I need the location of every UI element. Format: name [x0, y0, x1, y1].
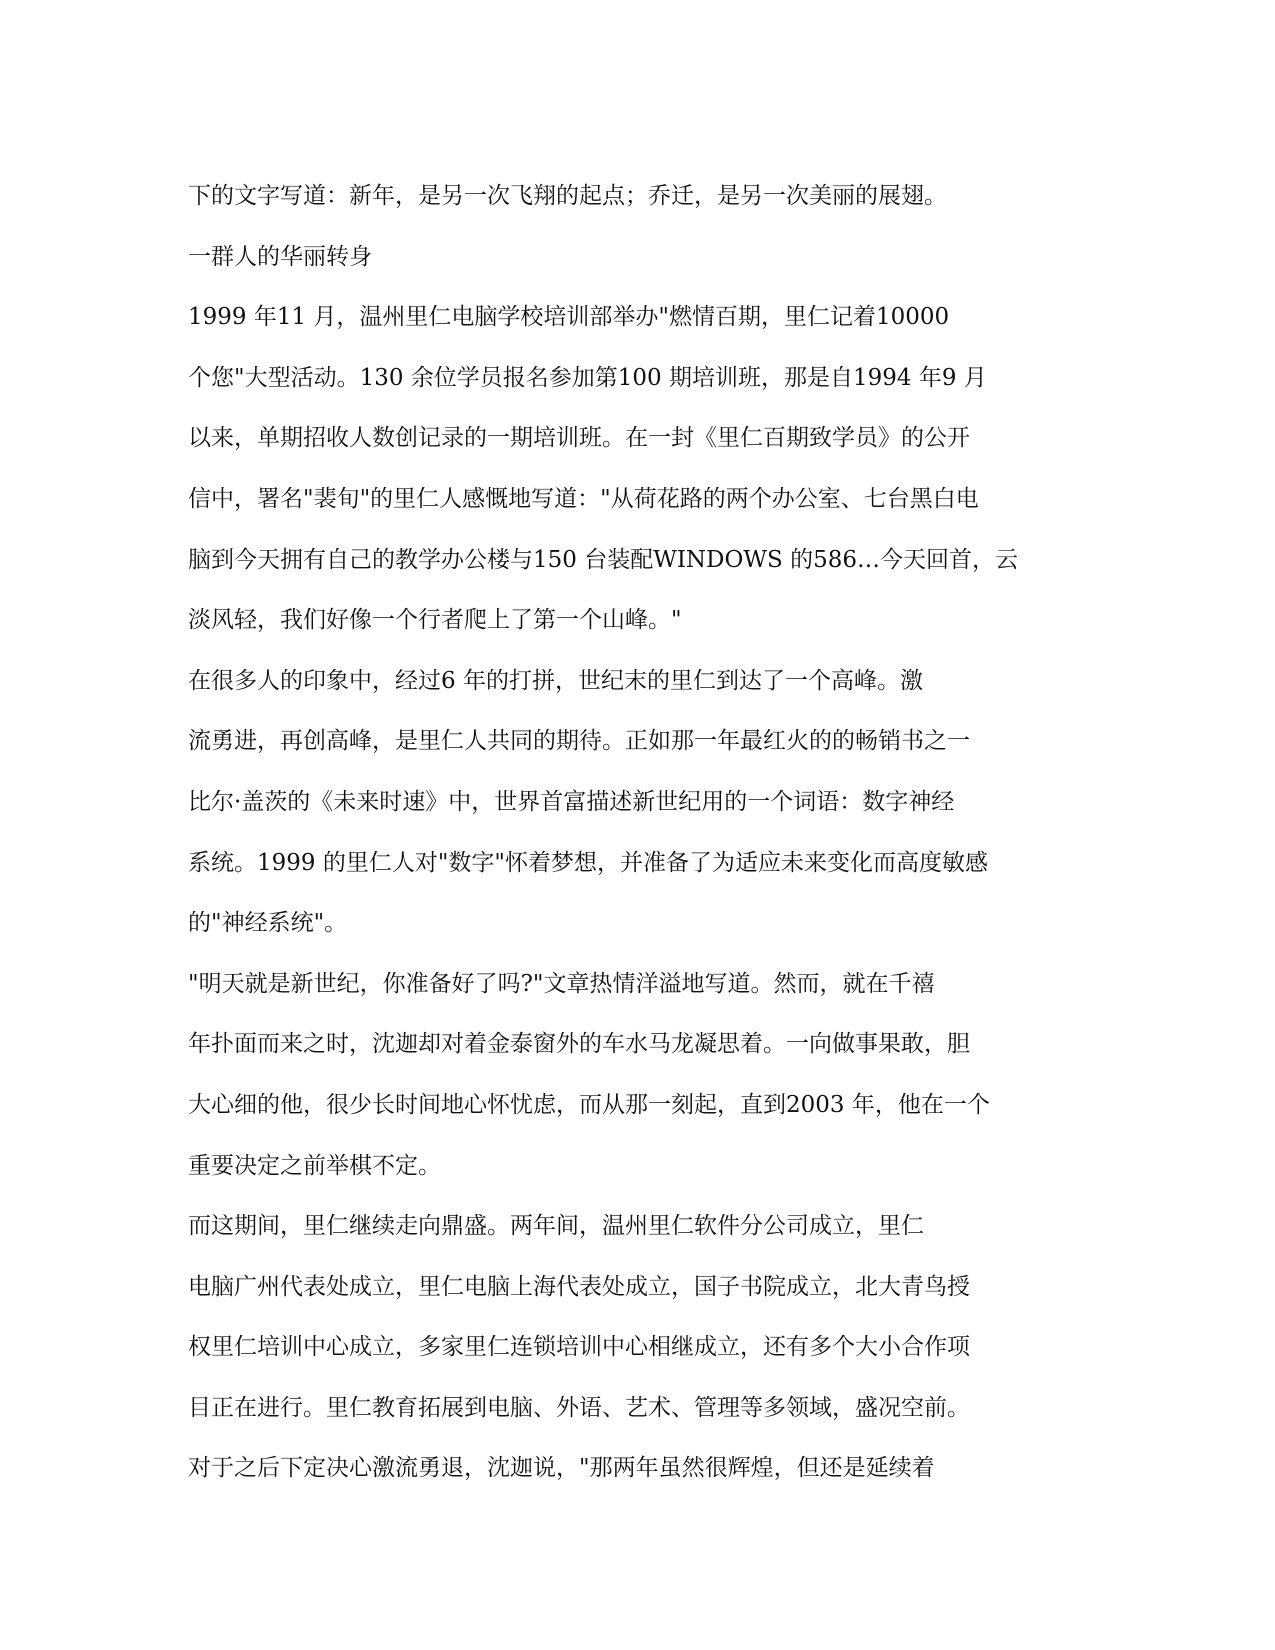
- text-line: 脑到今天拥有自己的教学办公楼与150 台装配WINDOWS 的586…今天回首，云: [188, 546, 1018, 573]
- text-line: 流勇进，再创高峰，是里仁人共同的期待。正如那一年最红火的的畅销书之一: [188, 728, 970, 755]
- text-line: 重要决定之前举棋不定。: [188, 1152, 441, 1179]
- text-line: 电脑广州代表处成立，里仁电脑上海代表处成立，国子书院成立，北大青鸟授: [188, 1273, 970, 1300]
- text-line: 以来，单期招收人数创记录的一期培训班。在一封《里仁百期致学员》的公开: [188, 425, 970, 452]
- text-line: 在很多人的印象中，经过6 年的打拼，世纪末的里仁到达了一个高峰。激: [188, 667, 923, 694]
- text-line: 信中，署名"裴旬"的里仁人感慨地写道："从荷花路的两个办公室、七台黑白电: [188, 485, 979, 512]
- text-line: 下的文字写道：新年，是另一次飞翔的起点；乔迁，是另一次美丽的展翅。: [188, 183, 947, 209]
- text-line: 淡风轻，我们好像一个行者爬上了第一个山峰。": [188, 607, 682, 634]
- text-line: 对于之后下定决心激流勇退，沈迦说，"那两年虽然很辉煌，但还是延续着: [188, 1455, 935, 1482]
- text-line: 的"神经系统"。: [188, 910, 348, 937]
- text-line: 1999 年11 月，温州里仁电脑学校培训部举办"燃情百期，里仁记着10000: [188, 304, 950, 331]
- text-line: "明天就是新世纪，你准备好了吗?"文章热情洋溢地写道。然而，就在千禧: [188, 970, 935, 997]
- text-line: 比尔·盖茨的《未来时速》中，世界首富描述新世纪用的一个词语：数字神经: [188, 788, 955, 815]
- text-line: 个您"大型活动。130 余位学员报名参加第100 期培训班，那是自1994 年9 月: [188, 364, 987, 391]
- text-line: 系统。1999 的里仁人对"数字"怀着梦想，并准备了为适应未来变化而高度敏感: [188, 849, 989, 876]
- text-line: 大心细的他，很少长时间地心怀忧虑，而从那一刻起，直到2003 年，他在一个: [188, 1091, 990, 1118]
- text-line: 目正在进行。里仁教育拓展到电脑、外语、艺术、管理等多领域，盛况空前。: [188, 1394, 970, 1421]
- text-line: 而这期间，里仁继续走向鼎盛。两年间，温州里仁软件分公司成立，里仁: [188, 1213, 924, 1240]
- text-line: 年扑面而来之时，沈迦却对着金泰窗外的车水马龙凝思着。一向做事果敢，胆: [188, 1031, 970, 1058]
- section-heading: 一群人的华丽转身: [188, 243, 372, 270]
- body-text: [188, 170, 1068, 1503]
- text-line: 权里仁培训中心成立，多家里仁连锁培训中心相继成立，还有多个大小合作项: [188, 1334, 970, 1361]
